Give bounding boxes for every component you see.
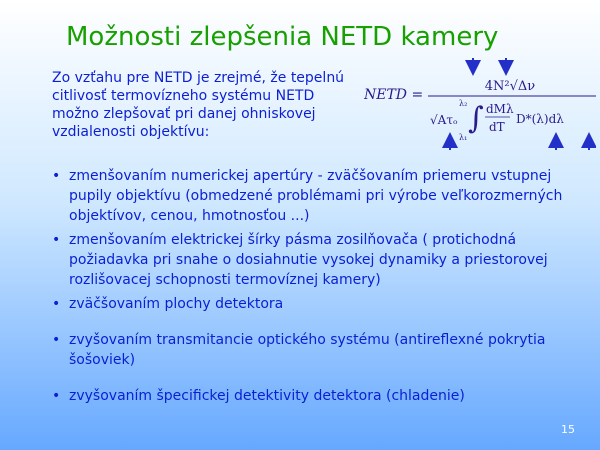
bullet-dot-icon: • — [52, 168, 61, 184]
integrand: D*(λ)dλ — [516, 112, 564, 126]
bullet-text: zmenšovaním numerickej apertúry - zväčšovaním priemeru vstupnej pupily objektívu (obmedzené problémami pri výrobe veľkorozmerných objektívov, cenou, hmotnosťou ...) — [69, 168, 563, 224]
bullet-text: zmenšovaním elektrickej šírky pásma zosilňovača ( protichodná požiadavka pri snahe o dosiahnutie vysokej dynamiky a priestorovej rozlišovacej schopnosti termovíznej kamery) — [69, 232, 548, 288]
intro-text: Zo vzťahu pre NETD je zrejmé, že tepelnú citlivosť termovízneho systému NETD možno zlepšovať pri danej ohniskovej vzdialenosti objektívu: — [52, 70, 345, 140]
bullet-item — [52, 166, 582, 226]
bullet-item — [52, 230, 582, 290]
bullet-text: zvyšovaním transmitancie optického systému (antireflexné pokrytia šošoviek) — [69, 332, 546, 368]
bullet-text: zväčšovaním plochy detektora — [69, 296, 284, 312]
netd-formula — [364, 56, 596, 152]
slide-title: Možnosti zlepšenia NETD kamery — [66, 22, 499, 52]
formula-denominator-prefix: √Aτₒ — [430, 113, 458, 127]
derivative-denominator: dT — [489, 120, 505, 134]
bullet-item — [52, 386, 582, 406]
bullet-item — [52, 294, 582, 314]
bullet-dot-icon: • — [52, 388, 61, 404]
integral-sign-icon: ∫ — [468, 101, 484, 136]
page-number: 15 — [561, 423, 575, 436]
bullet-text: zvyšovaním špecifickej detektivity detektora (chladenie) — [69, 388, 465, 404]
formula-lhs: NETD = — [364, 87, 424, 103]
bullet-item — [52, 330, 582, 370]
integral-lower-limit: λ₁ — [459, 133, 468, 142]
integral-upper-limit: λ₂ — [459, 99, 468, 108]
bullet-dot-icon: • — [52, 332, 61, 348]
formula-numerator: 4N²√Δν — [484, 79, 536, 94]
bullet-dot-icon: • — [52, 232, 61, 248]
derivative-numerator: dMλ — [486, 102, 514, 116]
bullet-list — [52, 166, 582, 406]
bullet-dot-icon: • — [52, 296, 61, 312]
